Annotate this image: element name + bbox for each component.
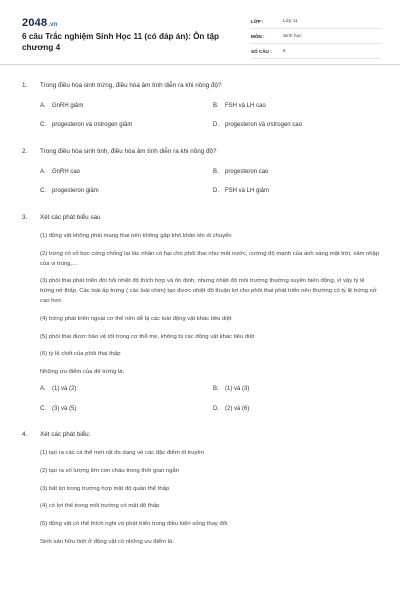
option-letter: A. <box>40 169 46 175</box>
statement-list <box>40 449 380 548</box>
option-a[interactable] <box>40 103 213 109</box>
answer-options <box>40 386 400 412</box>
document-header <box>0 0 400 62</box>
option-b[interactable] <box>213 169 386 175</box>
option-c[interactable] <box>40 188 213 194</box>
question-text: Trong điều hòa sinh tinh, điều hòa âm tính diễn ra khi nồng độ? <box>40 148 217 155</box>
statement-item: (5) động vật có thể thích nghi và phát triển trong điều kiện sống thay đổi <box>40 521 228 528</box>
statement-item: (1) tạo ra các cá thể mới rất đa dạng về các đặc điểm di truyền <box>40 449 204 456</box>
statement-item: (2) trứng có vỏ bọc cứng chống lại tác nhân có hại cho phôi thai như mất nước, cường độ mạnh của ánh sáng mặt trời, xâm nhập của vi trùng,... <box>40 250 380 267</box>
statement-item: (5) phôi thai được bảo vệ tốt trong cơ thể mẹ, không bị các động vật khác tiêu diệt <box>40 333 255 340</box>
option-text: progesteron và ơstrogen cao <box>225 122 302 128</box>
option-c[interactable] <box>40 406 213 412</box>
option-c[interactable] <box>40 122 213 128</box>
option-letter: B. <box>213 169 219 175</box>
option-letter: D. <box>213 122 219 128</box>
question-prompt: Những ưu điểm của đẻ trứng là: <box>40 369 125 376</box>
option-text: (3) và (5) <box>52 405 77 412</box>
option-d[interactable] <box>213 406 386 412</box>
meta-key: MÔN : <box>251 33 265 39</box>
statement-item: (3) phôi thai phát triển đòi hỏi nhiệt độ thích hợp và ổn định, nhưng nhiệt độ môi trường thường xuyên biến động, vì vậy tỷ lệ trứng nở thấp. Các loài ấp trứng ( các loài chim) tạo được nhiệt độ thuận lợi cho phôi thai phát triển nên thường có tỷ lệ trứng nở cao hơn <box>40 278 377 304</box>
question-number: 1. <box>22 82 28 89</box>
page-title: 6 câu Trắc nghiệm Sinh Học 11 (có đáp án): Ôn tập chương 4 <box>22 32 219 52</box>
option-d[interactable] <box>213 188 386 194</box>
question-text: Xét các phát biểu: <box>40 430 91 438</box>
option-letter: B. <box>213 103 219 109</box>
question-prompt: Sinh sản hữu tính ở động vật có những ưu điểm là: <box>40 538 174 545</box>
meta-table <box>251 14 381 59</box>
option-text: progesteron và ơstrogen giảm <box>52 122 133 128</box>
question-1 <box>0 82 400 128</box>
option-text: FSH và LH cao <box>225 103 266 109</box>
question-head <box>0 148 400 156</box>
option-a[interactable] <box>40 169 213 175</box>
question-number: 3. <box>22 214 28 221</box>
statement-item: (4) trứng phát triển ngoài cơ thể nên dễ bị các loài động vật khác tiêu diệt <box>40 315 232 322</box>
option-text: GnRH cao <box>52 169 81 175</box>
option-letter: B. <box>213 385 219 392</box>
question-4 <box>0 431 400 548</box>
question-text: Trong điều hòa sinh trứng, điều hòa âm tính diễn ra khi nồng độ? <box>40 82 222 89</box>
meta-key: SỐ CÂU : <box>251 48 272 54</box>
question-list <box>0 82 400 556</box>
meta-value: Sinh học <box>283 33 302 39</box>
statement-item: (1) động vật không phải mang thai nên không gặp khó khăn khi di chuyển <box>40 233 232 239</box>
meta-value: 6 <box>283 48 286 54</box>
option-letter: D. <box>213 188 219 194</box>
meta-row-count <box>251 44 381 59</box>
answer-options <box>40 103 400 128</box>
header-divider <box>0 64 400 65</box>
meta-value: Lớp 11 <box>283 18 298 24</box>
meta-row-subject <box>251 29 381 44</box>
question-head <box>0 431 400 439</box>
question-2 <box>0 148 400 194</box>
logo-suffix: .vn <box>48 22 58 28</box>
option-b[interactable] <box>213 103 386 109</box>
statement-item: (2) tạo ra số lượng lớn con cháu trong thời gian ngắn <box>40 467 179 474</box>
option-text: FSH và LH giảm <box>225 188 270 194</box>
question-number: 2. <box>22 148 28 155</box>
option-text: (1) và (3) <box>225 385 250 392</box>
answer-options <box>40 169 400 194</box>
question-head <box>0 82 400 90</box>
logo-text: 2048 <box>22 17 48 29</box>
option-letter: C. <box>40 405 46 412</box>
option-text: GnRH giảm <box>52 103 84 109</box>
option-a[interactable] <box>40 386 213 392</box>
option-letter: A. <box>40 103 46 109</box>
option-b[interactable] <box>213 386 386 392</box>
option-d[interactable] <box>213 122 386 128</box>
option-letter: C. <box>40 122 46 128</box>
option-text: progesteron cao <box>225 169 269 175</box>
meta-key: LỚP : <box>251 18 264 24</box>
option-text: (1) và (2) <box>52 385 77 392</box>
option-letter: C. <box>40 188 46 194</box>
question-3 <box>0 214 400 412</box>
statement-item: (3) bất lợi trong trường hợp mật độ quần thể thấp <box>40 485 170 492</box>
question-head <box>0 214 400 222</box>
option-letter: D. <box>213 405 219 412</box>
question-number: 4. <box>22 430 28 438</box>
site-logo[interactable] <box>22 17 58 29</box>
option-text: (2) và (6) <box>225 405 250 412</box>
statement-list <box>40 232 380 378</box>
statement-item: (4) có lợi thế trong môi trường có mật độ thấp <box>40 503 160 510</box>
option-text: progesteron giảm <box>52 188 99 194</box>
statement-item: (6) tỷ lệ chết của phôi thai thấp <box>40 351 121 358</box>
option-letter: A. <box>40 385 46 392</box>
meta-row-class <box>251 14 381 29</box>
question-text: Xét các phát biểu sau <box>40 214 101 221</box>
